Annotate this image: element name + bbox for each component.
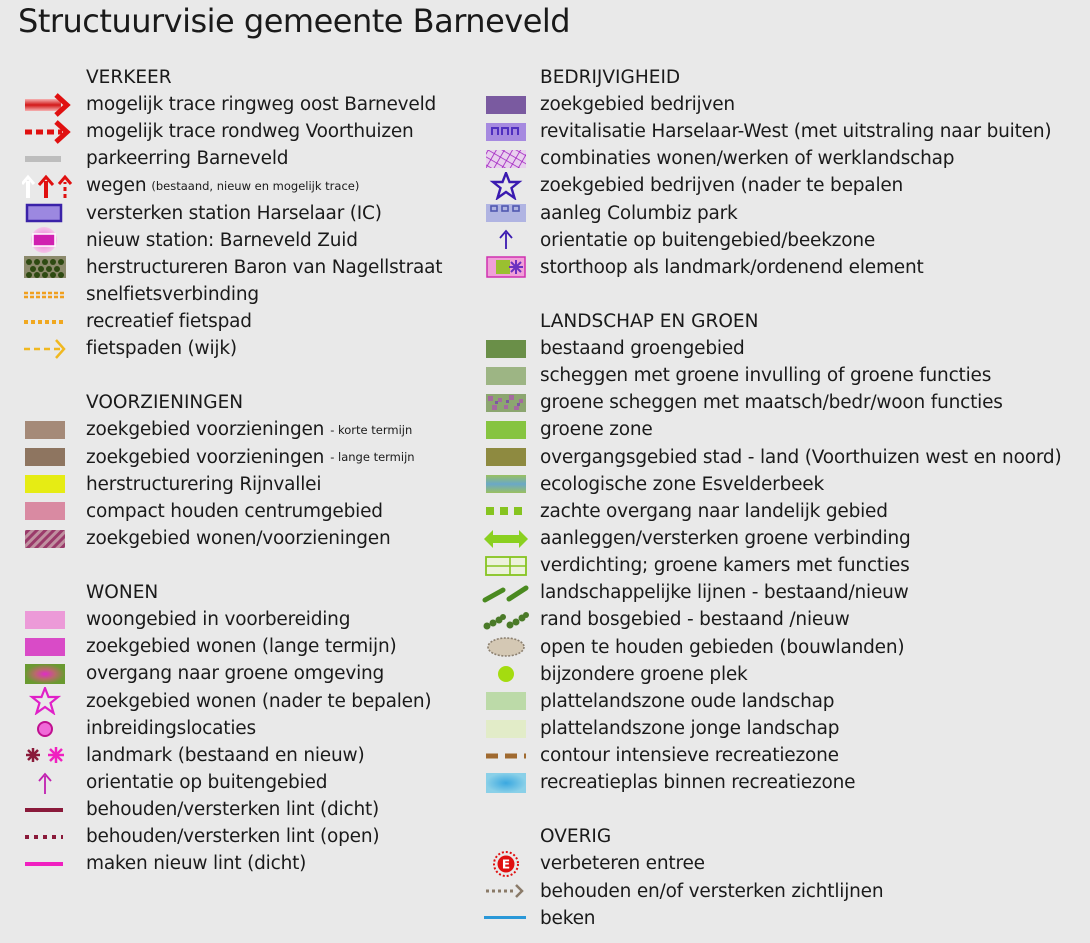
legend-item <box>482 416 1090 443</box>
section-voorzieningen <box>22 389 477 552</box>
section-heading: VOORZIENINGEN <box>86 392 244 414</box>
legend-item <box>482 389 1090 416</box>
legend-label: revitalisatie Harselaar-West (met uitstraling naar buiten) <box>540 121 1052 143</box>
legend-item <box>22 91 477 118</box>
spacer <box>22 552 477 579</box>
blue-pool-icon <box>482 769 536 796</box>
section-overig <box>482 823 1090 931</box>
legend-note: - lange termijn <box>330 450 415 465</box>
red-dashed-arrow-icon <box>22 118 82 145</box>
legend-label: zoekgebied voorzieningen <box>86 446 325 468</box>
legend-item <box>22 200 477 227</box>
legend-item <box>22 471 477 498</box>
legend-label: parkeerring Barneveld <box>86 148 289 170</box>
legend-item <box>22 308 477 335</box>
legend-item <box>482 118 1090 145</box>
legend-label: bijzondere groene plek <box>540 663 748 685</box>
legend-label: mogelijk trace ringweg oost Barneveld <box>86 94 437 116</box>
legend-label: zoekgebied bedrijven (nader te bepalen <box>540 175 904 197</box>
legend-item <box>482 769 1090 796</box>
red-gradient-arrow-icon <box>22 91 82 118</box>
legend-item <box>482 471 1090 498</box>
swatch-icon <box>22 606 82 633</box>
orange-dashed-double-icon <box>22 281 82 308</box>
legend-label: zoekgebied wonen/voorzieningen <box>86 528 391 550</box>
legend-item <box>22 254 477 281</box>
legend-item <box>482 91 1090 118</box>
section-verkeer <box>22 64 477 362</box>
legend-label: compact houden centrumgebied <box>86 500 383 522</box>
legend-item <box>22 227 477 254</box>
legend-item <box>482 145 1090 172</box>
legend-label: contour intensieve recreatiezone <box>540 745 839 767</box>
section-heading: WONEN <box>86 582 159 604</box>
legend-item <box>22 498 477 525</box>
swatch-icon <box>482 444 536 471</box>
pink-station-icon <box>22 227 82 254</box>
legend-item <box>22 715 477 742</box>
legend-label: groene zone <box>540 419 653 441</box>
legend-label: combinaties wonen/werken of werklandschap <box>540 148 955 170</box>
legend-item <box>482 552 1090 579</box>
swatch-icon <box>482 416 536 443</box>
legend-label: recreatieplas binnen recreatiezone <box>540 772 856 794</box>
legend-item <box>482 715 1090 742</box>
spacer <box>22 362 477 389</box>
green-dashed-icon <box>482 498 536 525</box>
entree-e-icon <box>482 850 536 877</box>
legend-item <box>22 145 477 172</box>
legend-item <box>22 769 477 796</box>
purple-grid-icon <box>482 145 536 172</box>
swatch-icon <box>482 715 536 742</box>
legend-label: woongebied in voorbereiding <box>86 609 351 631</box>
legend-note: (bestaand, nieuw en mogelijk trace) <box>151 178 360 193</box>
legend-item <box>482 335 1090 362</box>
legend-label: open te houden gebieden (bouwlanden) <box>540 636 905 658</box>
legend-label: recreatief fietspad <box>86 311 252 333</box>
legend-column-right <box>482 64 1090 932</box>
spacer <box>482 796 1090 823</box>
eco-gradient-icon <box>482 471 536 498</box>
legend-item <box>22 850 477 877</box>
legend-label: herstructurering Rijnvallei <box>86 473 322 495</box>
legend-item <box>22 444 477 471</box>
legend-label: orientatie op buitengebied <box>86 772 328 794</box>
legend-label: behouden/versterken lint (open) <box>86 826 380 848</box>
legend-item <box>22 796 477 823</box>
legend-label: verdichting; groene kamers met functies <box>540 555 910 577</box>
legend-item <box>22 742 477 769</box>
spacer <box>482 281 1090 308</box>
legend-item <box>482 688 1090 715</box>
legend-item <box>482 172 1090 199</box>
dotted-chevron-icon <box>482 878 536 905</box>
legend-label: aanleg Columbiz park <box>540 202 738 224</box>
legend-column-left <box>22 64 477 878</box>
green-dot-icon <box>482 661 536 688</box>
legend-item <box>482 878 1090 905</box>
green-dots-icon <box>22 254 82 281</box>
legend-item <box>22 525 477 552</box>
swatch-icon <box>22 498 82 525</box>
legend-label: nieuw station: Barneveld Zuid <box>86 229 358 251</box>
legend-item <box>482 362 1090 389</box>
legend-label: ecologische zone Esvelderbeek <box>540 473 824 495</box>
legend-item <box>22 823 477 850</box>
swatch-icon <box>22 471 82 498</box>
legend-label: mogelijk trace rondweg Voorthuizen <box>86 121 414 143</box>
legend-label: behouden en/of versterken zichtlijnen <box>540 880 884 902</box>
section-heading: BEDRIJVIGHEID <box>540 67 681 88</box>
legend-item <box>482 606 1090 633</box>
legend-label: zoekgebied bedrijven <box>540 94 735 116</box>
swatch-icon <box>482 91 536 118</box>
section-heading: OVERIG <box>540 826 612 848</box>
legend-item <box>22 688 477 715</box>
swatch-icon <box>482 362 536 389</box>
legend-label: fietspaden (wijk) <box>86 338 237 360</box>
legend-label: rand bosgebied - bestaand /nieuw <box>540 609 850 631</box>
pink-arrow-up-icon <box>22 769 82 796</box>
orange-dotted-icon <box>22 308 82 335</box>
legend-label: herstructureren Baron van Nagellstraat <box>86 256 443 278</box>
legend-label: zoekgebied voorzieningen <box>86 419 325 441</box>
green-pink-gradient-icon <box>22 660 82 687</box>
section-wonen <box>22 579 477 877</box>
green-dot-lines-icon <box>482 606 536 633</box>
maroon-line-icon <box>22 796 82 823</box>
legend-label: groene scheggen met maatsch/bedr/woon functies <box>540 392 1003 414</box>
road-arrows-icon <box>22 172 82 199</box>
grey-line-icon <box>22 145 82 172</box>
legend-note: - korte termijn <box>330 422 413 437</box>
legend-label: bestaand groengebied <box>540 338 745 360</box>
legend-label: zachte overgang naar landelijk gebied <box>540 500 888 522</box>
legend-label: beken <box>540 907 596 929</box>
swatch-icon <box>482 688 536 715</box>
legend-label: snelfietsverbinding <box>86 284 259 306</box>
legend-label: inbreidingslocaties <box>86 717 256 739</box>
legend-label: orientatie op buitengebied/beekzone <box>540 229 876 251</box>
purple-station-icon <box>22 200 82 227</box>
legend-label: verbeteren entree <box>540 853 705 875</box>
mixed-swatch-icon <box>482 389 536 416</box>
blue-squares-icon <box>482 200 536 227</box>
legend-label: landschappelijke lijnen - bestaand/nieuw <box>540 582 909 604</box>
blue-line-icon <box>482 905 536 932</box>
legend-item <box>482 742 1090 769</box>
pink-star-icon <box>22 688 82 715</box>
legend-label: behouden/versterken lint (dicht) <box>86 799 380 821</box>
green-grid-icon <box>482 552 536 579</box>
legend-item <box>482 850 1090 877</box>
legend-item <box>22 416 477 443</box>
section-heading: VERKEER <box>86 67 172 88</box>
section-landschap <box>482 308 1090 796</box>
double-arrow-icon <box>482 525 536 552</box>
grey-ellipse-icon <box>482 634 536 661</box>
legend-label: overgang naar groene omgeving <box>86 663 385 685</box>
legend-label: scheggen met groene invulling of groene functies <box>540 365 992 387</box>
legend-label: maken nieuw lint (dicht) <box>86 853 307 875</box>
yellow-dashed-arrow-icon <box>22 335 82 362</box>
legend-label: zoekgebied wonen (nader te bepalen) <box>86 690 432 712</box>
purple-star-icon <box>482 172 536 199</box>
legend-item <box>482 634 1090 661</box>
purple-arrow-up-icon <box>482 227 536 254</box>
legend-item <box>482 905 1090 932</box>
map-legend-title: Structuurvisie gemeente Barneveld <box>18 2 571 40</box>
magenta-line-icon <box>22 850 82 877</box>
legend-item <box>22 172 477 199</box>
swatch-icon <box>482 335 536 362</box>
legend-item <box>482 227 1090 254</box>
legend-item <box>482 444 1090 471</box>
hatched-swatch-icon <box>22 525 82 552</box>
section-heading: LANDSCHAP EN GROEN <box>540 310 759 332</box>
legend-label: versterken station Harselaar (IC) <box>86 202 382 224</box>
swatch-icon <box>22 633 82 660</box>
legend-label: aanleggen/versterken groene verbinding <box>540 528 911 550</box>
legend-item <box>482 498 1090 525</box>
legend-item <box>22 660 477 687</box>
legend-item <box>482 525 1090 552</box>
legend-item <box>22 281 477 308</box>
legend-item <box>482 254 1090 281</box>
legend-item <box>482 661 1090 688</box>
legend-item <box>482 200 1090 227</box>
legend-label: plattelandszone oude landschap <box>540 690 835 712</box>
legend-label: storthoop als landmark/ordenend element <box>540 256 924 278</box>
section-bedrijvigheid <box>482 64 1090 281</box>
brown-dashed-icon <box>482 742 536 769</box>
svg-text:E: E <box>501 857 511 872</box>
legend-label: overgangsgebied stad - land (Voorthuizen west en noord) <box>540 446 1062 468</box>
legend-item <box>482 579 1090 606</box>
purple-blocks-icon <box>482 118 536 145</box>
swatch-icon <box>22 416 82 443</box>
legend-item <box>22 606 477 633</box>
pink-circle-icon <box>22 715 82 742</box>
storthoop-icon <box>482 254 536 281</box>
legend-label: zoekgebied wonen (lange termijn) <box>86 636 397 658</box>
legend-label: wegen <box>86 175 147 197</box>
maroon-dotted-icon <box>22 823 82 850</box>
legend-label: plattelandszone jonge landschap <box>540 718 840 740</box>
legend-item <box>22 118 477 145</box>
asterisk-icon <box>22 742 82 769</box>
legend-label: landmark (bestaand en nieuw) <box>86 744 365 766</box>
legend-item <box>22 335 477 362</box>
green-lines-icon <box>482 579 536 606</box>
legend-item <box>22 633 477 660</box>
swatch-icon <box>22 444 82 471</box>
